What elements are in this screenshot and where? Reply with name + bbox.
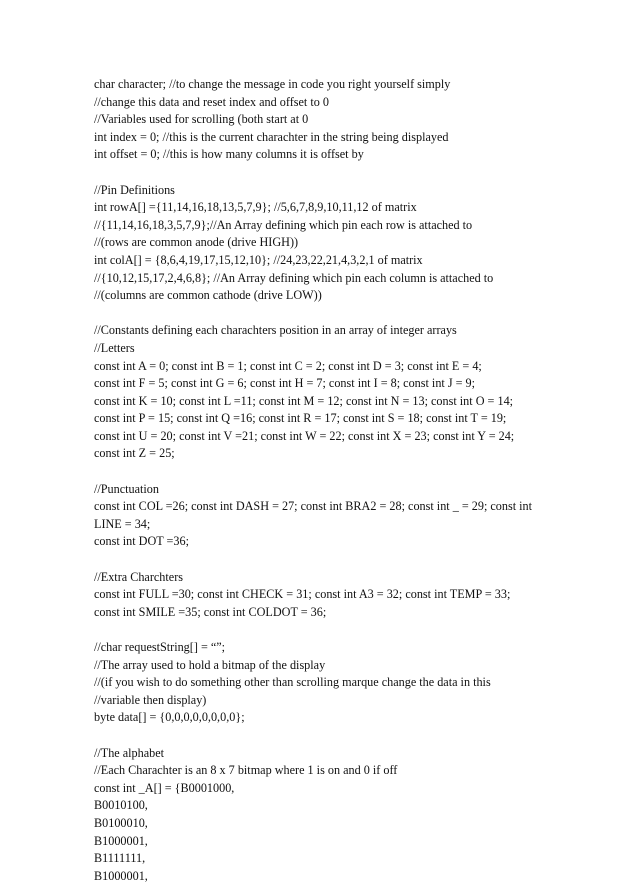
code-line: int rowA[] ={11,14,16,18,13,5,7,9}; //5,6,7,8,9,10,11,12 of matrix — [94, 200, 417, 215]
code-line: //Extra Charchters — [94, 569, 184, 584]
paragraph-spacer — [94, 727, 614, 745]
paragraph-spacer — [94, 164, 614, 182]
code-line: const int COL =26; const int DASH = 27; const int BRA2 = 28; const int _ = 29; const int — [94, 499, 533, 514]
code-line: int colA[] = {8,6,4,19,17,15,12,10}; //24,23,22,21,4,3,2,1 of matrix — [94, 252, 423, 267]
code-line: //{10,12,15,17,2,4,6,8}; //An Array defining which pin each column is attached to — [94, 270, 494, 285]
code-line: //Letters — [94, 340, 135, 355]
code-line: //Constants defining each charachters position in an array of integer arrays — [94, 323, 457, 338]
code-line: B1000001, — [94, 833, 148, 848]
paragraph-spacer — [94, 305, 614, 323]
code-line: B0100010, — [94, 815, 148, 830]
code-line: int index = 0; //this is the current charachter in the string being displayed — [94, 129, 449, 144]
code-line: //change this data and reset index and offset to 0 — [94, 94, 329, 109]
code-line: //The alphabet — [94, 745, 165, 760]
code-line: const int SMILE =35; const int COLDOT = 36; — [94, 604, 327, 619]
code-line: byte data[] = {0,0,0,0,0,0,0,0}; — [94, 710, 245, 725]
code-line: LINE = 34; — [94, 516, 151, 531]
paragraph-spacer — [94, 551, 614, 569]
code-paragraph — [94, 745, 614, 885]
code-line: const int DOT =36; — [94, 534, 190, 549]
code-line: //Variables used for scrolling (both start at 0 — [94, 112, 309, 127]
code-line: const int Z = 25; — [94, 446, 175, 461]
code-paragraph — [94, 76, 614, 164]
code-line: B0010100, — [94, 798, 148, 813]
paragraph-spacer — [94, 463, 614, 481]
code-paragraph — [94, 322, 614, 463]
code-paragraph — [94, 569, 614, 622]
code-line: //{11,14,16,18,3,5,7,9};//An Array defining which pin each row is attached to — [94, 217, 473, 232]
code-line: char character; //to change the message in code you right yourself simply — [94, 77, 451, 91]
code-line: //variable then display) — [94, 692, 207, 707]
code-paragraph — [94, 639, 614, 727]
code-line: const int K = 10; const int L =11; const int M = 12; const int N = 13; const int O = 14; — [94, 393, 514, 408]
code-line: //Punctuation — [94, 481, 159, 496]
code-line: const int P = 15; const int Q =16; const int R = 17; const int S = 18; const int T = 19; — [94, 411, 507, 426]
code-line: const int F = 5; const int G = 6; const int H = 7; const int I = 8; const int J = 9; — [94, 376, 476, 391]
code-line: //char requestString[] = “”; — [94, 640, 226, 654]
code-line: //(rows are common anode (drive HIGH)) — [94, 235, 299, 250]
code-line: int offset = 0; //this is how many columns it is offset by — [94, 147, 364, 162]
code-line: B1111111, — [94, 851, 146, 866]
code-line: //Pin Definitions — [94, 182, 175, 197]
paragraph-spacer — [94, 621, 614, 639]
code-listing — [94, 76, 614, 885]
code-paragraph — [94, 182, 614, 305]
code-line: const int FULL =30; const int CHECK = 31; const int A3 = 32; const int TEMP = 33; — [94, 587, 511, 602]
code-line: //Each Charachter is an 8 x 7 bitmap where 1 is on and 0 if off — [94, 763, 398, 778]
code-line: const int A = 0; const int B = 1; const int C = 2; const int D = 3; const int E = 4; — [94, 358, 482, 373]
code-line: const int U = 20; const int V =21; const int W = 22; const int X = 23; const int Y = 24; — [94, 428, 515, 443]
code-line: //(if you wish to do something other than scrolling marque change the data in this — [94, 675, 491, 690]
code-line: const int _A[] = {B0001000, — [94, 780, 235, 795]
code-line: //The array used to hold a bitmap of the display — [94, 657, 326, 672]
code-line: //(columns are common cathode (drive LOW)) — [94, 288, 322, 303]
code-paragraph — [94, 481, 614, 551]
code-line: B1000001, — [94, 868, 148, 883]
